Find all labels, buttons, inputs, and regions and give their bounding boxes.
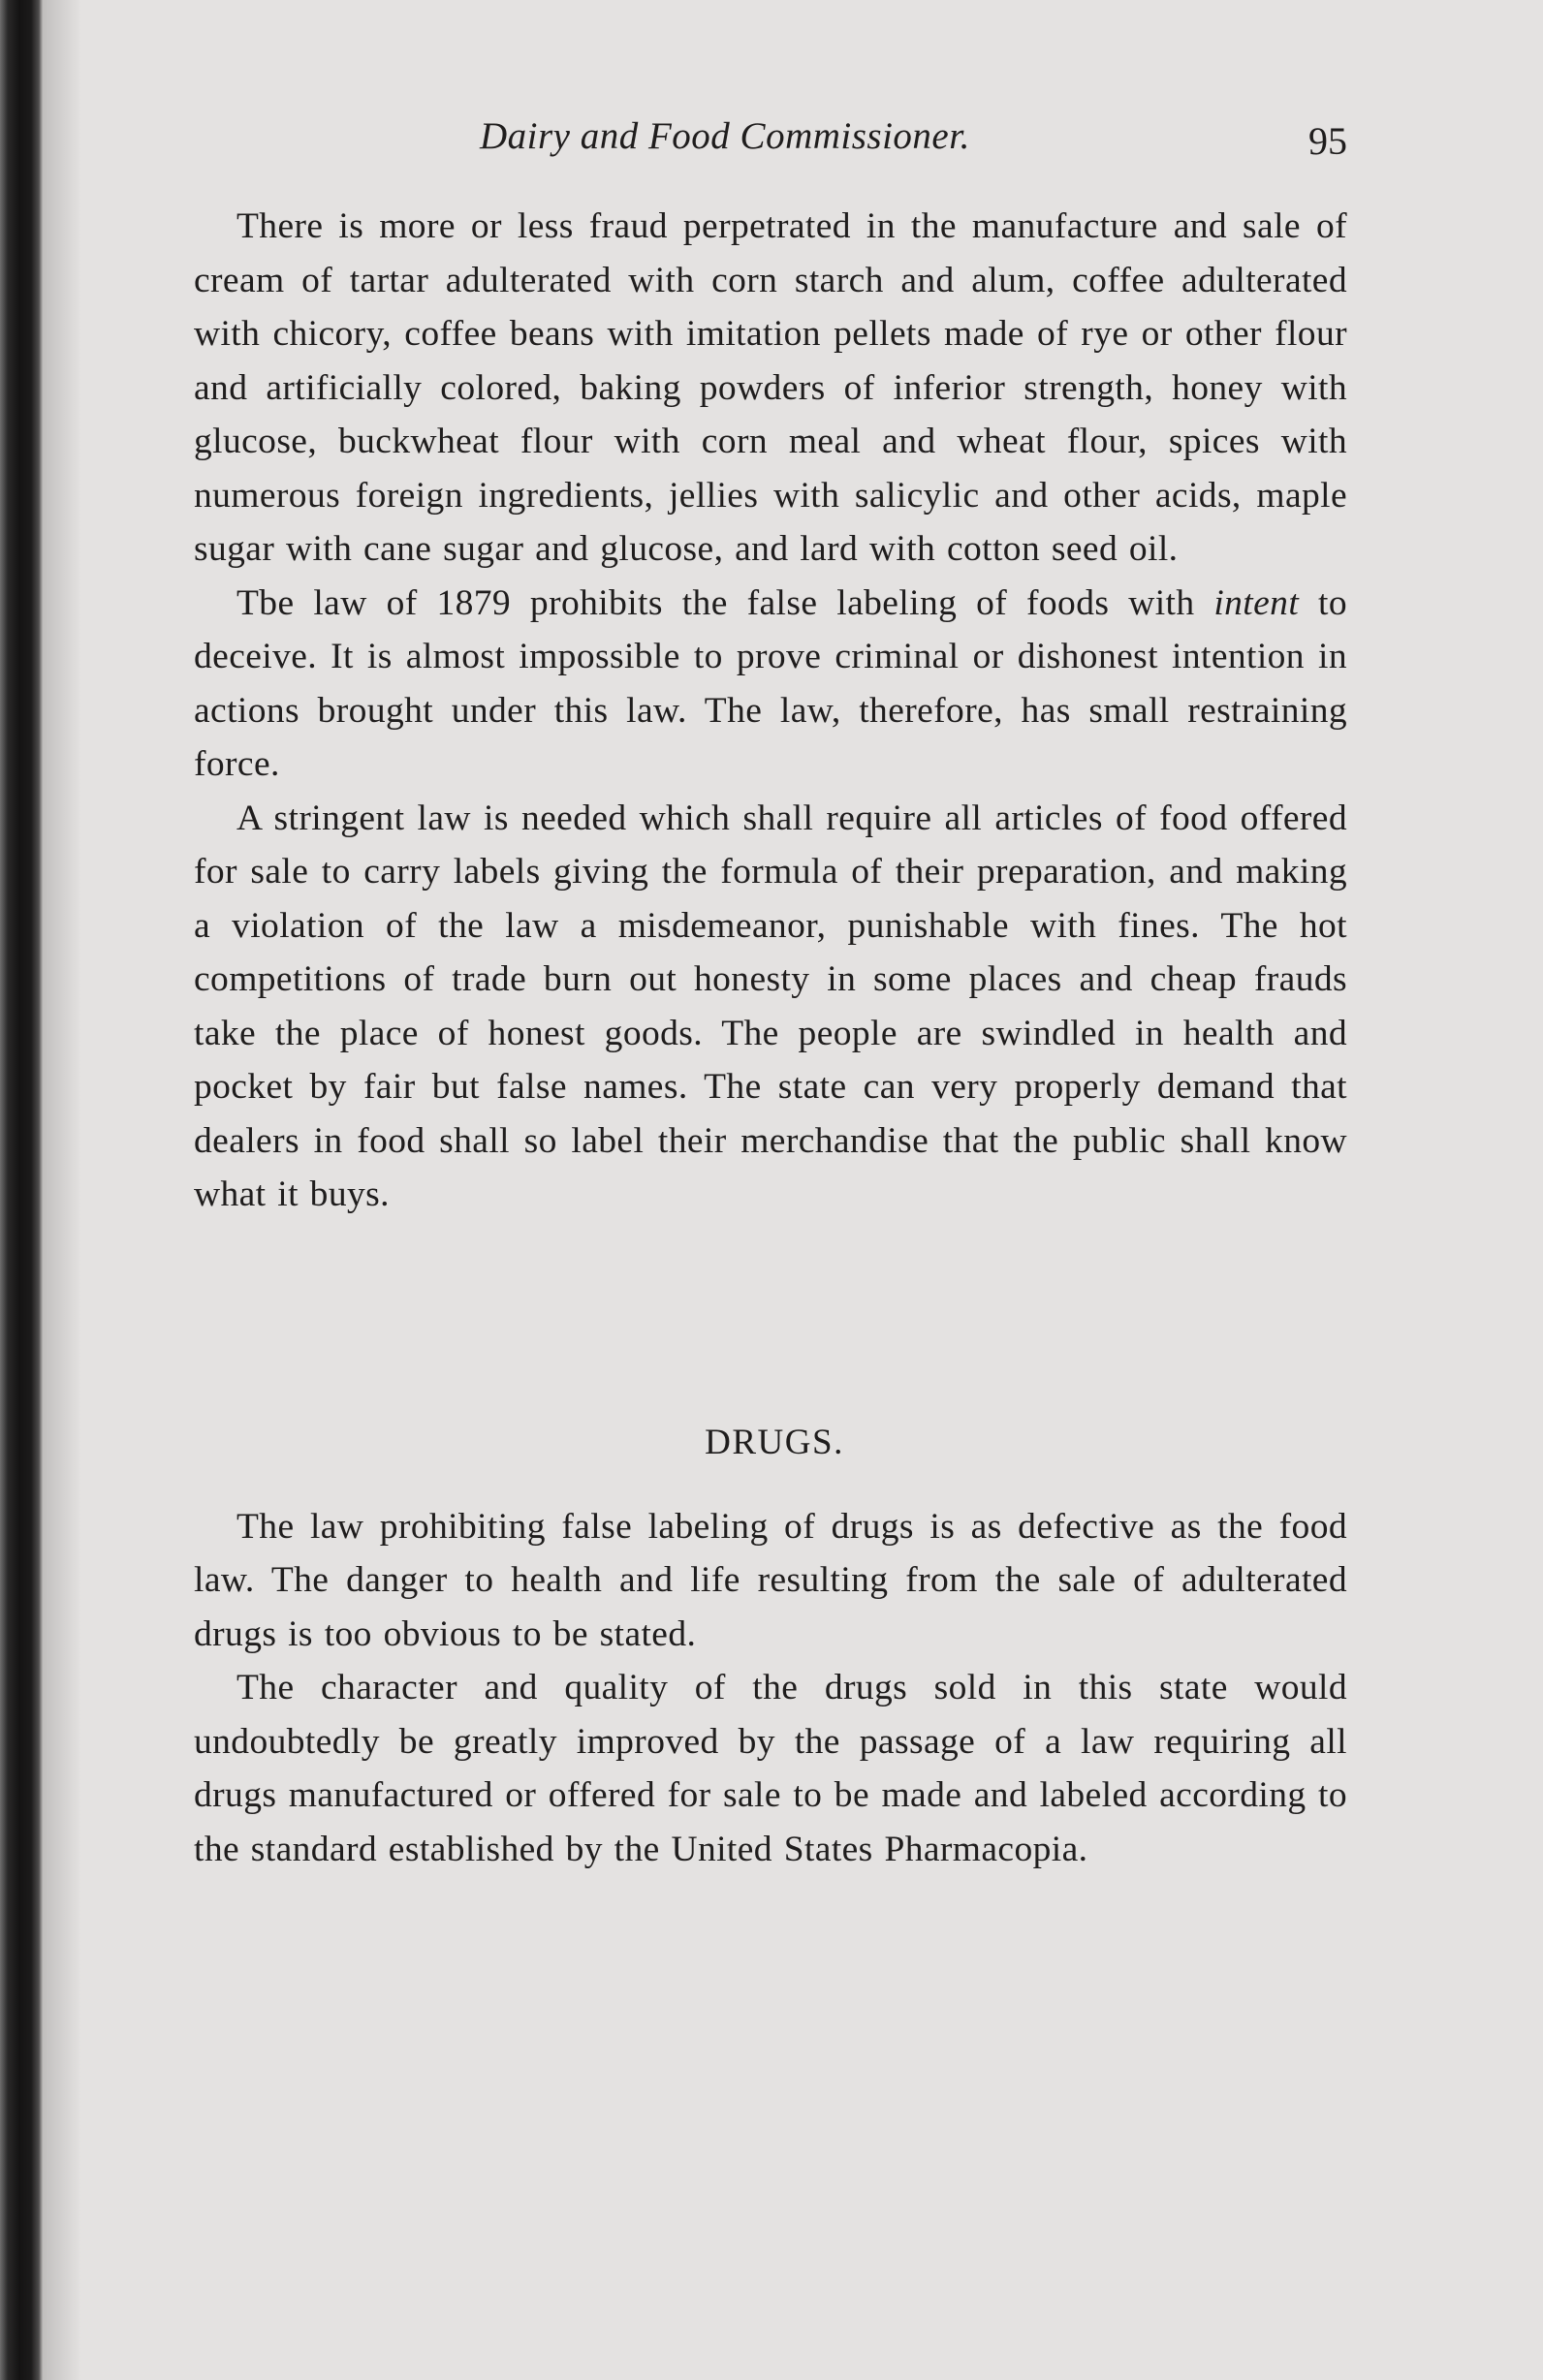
- paragraph-drug-quality: The character and quality of the drugs sold in this state would undoubtedly be greatly improved by the passage of a law requiring all drugs manufactured or offered for sale to be made and labeled according to the standard established by the United States Pharmacopia.: [194, 1668, 1347, 1869]
- emphasis-intent: intent: [1213, 582, 1300, 623]
- paragraph-law-1879-end: to deceive. It is almost impossible to prove criminal or dishonest intention in actions brought under this law. The law, therefore, has small restraining force.: [194, 582, 1347, 784]
- paragraph-food-fraud: There is more or less fraud perpetrated in the manufacture and sale of cream of tartar adulterated with corn starch and alum, coffee adulterated with chicory, coffee beans with imitation pellets made of rye or other flour and artificially colored, baking powders of inferior strength, honey with glucose, buckwheat flour with corn meal and wheat flour, spices with numerous foreign ingredients, jellies with salicylic and other acids, maple sugar with cane sugar and glucose, and lard with cotton seed oil.: [194, 206, 1347, 569]
- paragraph-drug-labeling: The law prohibiting false labeling of drugs is as defective as the food law. The danger to health and life resulting from the sale of adulterated drugs is too obvious to be stated.: [194, 1506, 1347, 1654]
- book-page: [194, 107, 1347, 1876]
- book-spine-shadow: [0, 0, 43, 2380]
- gutter-shading: [43, 0, 81, 2380]
- running-head-title: Dairy and Food Commissioner.: [480, 115, 970, 157]
- paragraph-law-1879: [194, 577, 1347, 792]
- page-number: 95: [1308, 119, 1347, 163]
- paragraph-stringent-law: A stringent law is needed which shall require all articles of food offered for sale to carry labels giving the formula of their preparation, and making a violation of the law a misdemeanor, punishable with fines. The hot competitions of trade burn out honesty in some places and cheap frauds take the place of honest goods. The people are swindled in health and pocket by fair but false names. The state can very properly demand that dealers in food shall so label their merchandise that the public shall know what it buys.: [194, 798, 1347, 1214]
- running-head: [194, 107, 1347, 184]
- section-heading-drugs: DRUGS.: [705, 1422, 844, 1462]
- paragraph-law-1879-start: Tbe law of 1879 prohibits the false labeling of foods with: [236, 582, 1214, 623]
